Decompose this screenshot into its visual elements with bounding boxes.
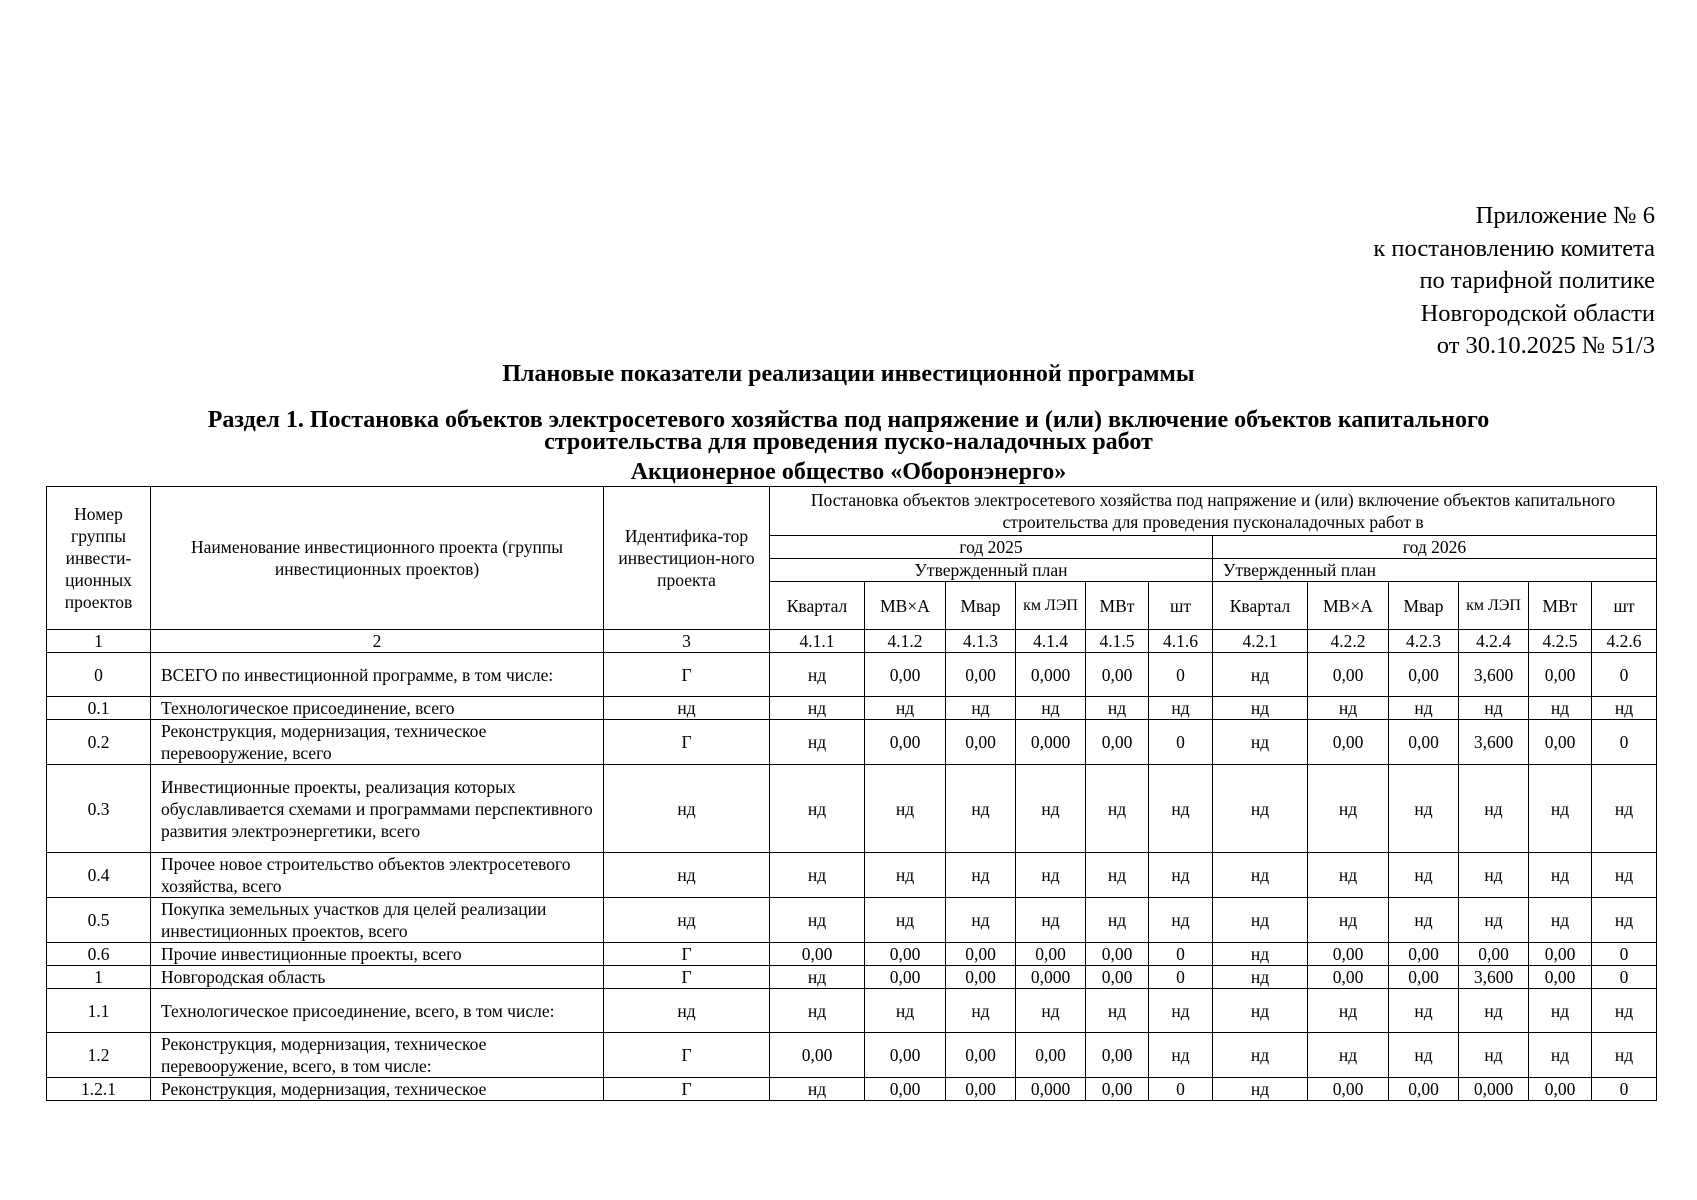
table-row xyxy=(47,898,1657,943)
row-value: нд xyxy=(1016,989,1086,1033)
row-value: 3,600 xyxy=(1459,653,1529,697)
table-header xyxy=(47,487,1657,653)
header-plan-2026: Утвержденный план xyxy=(1213,559,1657,582)
header-unit: Квартал xyxy=(1213,582,1308,630)
header-unit: шт xyxy=(1149,582,1213,630)
row-value: 0,00 xyxy=(865,966,946,989)
row-value: 0,00 xyxy=(865,720,946,765)
column-number: 4.1.4 xyxy=(1016,630,1086,653)
row-value: 0,00 xyxy=(865,943,946,966)
table-row xyxy=(47,720,1657,765)
row-value: нд xyxy=(1592,989,1657,1033)
row-number: 1.2.1 xyxy=(47,1078,151,1101)
row-identifier: нд xyxy=(604,765,770,853)
row-value: 0,000 xyxy=(1459,1078,1529,1101)
row-value: 0,00 xyxy=(946,966,1016,989)
row-value: нд xyxy=(1016,697,1086,720)
column-number: 4.2.3 xyxy=(1389,630,1459,653)
row-value: 0,00 xyxy=(1308,1078,1389,1101)
row-identifier: нд xyxy=(604,853,770,898)
row-value: нд xyxy=(865,898,946,943)
header-unit: Мвар xyxy=(1389,582,1459,630)
row-value: 0,00 xyxy=(770,1033,865,1078)
row-value: нд xyxy=(1213,720,1308,765)
column-number: 1 xyxy=(47,630,151,653)
row-value: нд xyxy=(946,765,1016,853)
row-value: 0,00 xyxy=(1459,943,1529,966)
row-value: 0,00 xyxy=(1529,966,1592,989)
row-identifier: Г xyxy=(604,966,770,989)
row-value: нд xyxy=(770,765,865,853)
header-plan-2025: Утвержденный план xyxy=(770,559,1213,582)
row-value: 0,00 xyxy=(1308,720,1389,765)
row-value: нд xyxy=(1213,853,1308,898)
row-number: 1.1 xyxy=(47,989,151,1033)
row-value: 0 xyxy=(1592,653,1657,697)
row-value: 0,00 xyxy=(865,653,946,697)
row-value: нд xyxy=(1086,853,1149,898)
row-project-name: Технологическое присоединение, всего, в том числе: xyxy=(151,989,604,1033)
row-identifier: нд xyxy=(604,697,770,720)
row-value: нд xyxy=(770,853,865,898)
row-value: нд xyxy=(1529,765,1592,853)
header-year-2025: год 2025 xyxy=(770,536,1213,559)
row-value: 0,000 xyxy=(1016,966,1086,989)
row-value: нд xyxy=(865,697,946,720)
row-value: нд xyxy=(1213,1033,1308,1078)
row-number: 0.4 xyxy=(47,853,151,898)
row-value: нд xyxy=(865,853,946,898)
row-identifier: нд xyxy=(604,898,770,943)
appendix-line: по тарифной политике xyxy=(1419,267,1655,294)
row-value: 0,00 xyxy=(1086,1033,1149,1078)
column-number: 3 xyxy=(604,630,770,653)
row-identifier: нд xyxy=(604,989,770,1033)
row-value: нд xyxy=(1308,697,1389,720)
row-value: 0,00 xyxy=(1529,943,1592,966)
header-group-number: Номер группы инвести-ционных проектов xyxy=(47,487,151,630)
row-value: 0 xyxy=(1149,1078,1213,1101)
row-value: нд xyxy=(1086,898,1149,943)
row-value: нд xyxy=(1308,898,1389,943)
row-value: нд xyxy=(1459,989,1529,1033)
row-value: нд xyxy=(770,720,865,765)
row-number: 1 xyxy=(47,966,151,989)
row-number: 0.1 xyxy=(47,697,151,720)
row-value: нд xyxy=(1213,943,1308,966)
appendix-line: Новгородской области xyxy=(1420,299,1655,327)
row-value: 0,00 xyxy=(1389,720,1459,765)
organization-name: Акционерное общество «Оборонэнерго» xyxy=(630,459,1067,485)
row-project-name: Реконструкция, модернизация, техническое xyxy=(151,1078,604,1101)
row-identifier: Г xyxy=(604,1078,770,1101)
row-value: 0,00 xyxy=(1308,943,1389,966)
row-value: нд xyxy=(1592,898,1657,943)
header-unit: Квартал xyxy=(770,582,865,630)
row-number: 0.3 xyxy=(47,765,151,853)
row-value: 0,00 xyxy=(946,1033,1016,1078)
row-value: нд xyxy=(1592,765,1657,853)
header-unit: МВ×А xyxy=(1308,582,1389,630)
row-value: 0,00 xyxy=(1389,1078,1459,1101)
row-value: нд xyxy=(1016,765,1086,853)
header-unit: МВт xyxy=(1529,582,1592,630)
table-row xyxy=(47,943,1657,966)
document-title: Плановые показатели реализации инвестиционной программы xyxy=(502,361,1195,387)
row-number: 0.2 xyxy=(47,720,151,765)
row-value: 0,00 xyxy=(865,1078,946,1101)
row-value: нд xyxy=(1308,1033,1389,1078)
row-value: нд xyxy=(1213,898,1308,943)
row-value: нд xyxy=(770,1078,865,1101)
row-value: нд xyxy=(946,853,1016,898)
appendix-line: Приложение № 6 xyxy=(1475,202,1655,229)
row-project-name: Технологическое присоединение, всего xyxy=(151,697,604,720)
header-unit: МВт xyxy=(1086,582,1149,630)
row-identifier: Г xyxy=(604,1033,770,1078)
table-row xyxy=(47,653,1657,697)
row-project-name: Новгородская область xyxy=(151,966,604,989)
row-value: нд xyxy=(770,697,865,720)
header-identifier: Идентифика-тор инвестицион-ного проекта xyxy=(604,487,770,630)
row-value: 0,00 xyxy=(1308,966,1389,989)
row-value: нд xyxy=(1459,898,1529,943)
row-value: 0,00 xyxy=(770,943,865,966)
row-value: нд xyxy=(770,653,865,697)
header-unit: Мвар xyxy=(946,582,1016,630)
row-value: нд xyxy=(1149,989,1213,1033)
row-value: нд xyxy=(1308,853,1389,898)
row-value: 0,00 xyxy=(946,653,1016,697)
row-value: нд xyxy=(1592,853,1657,898)
column-number: 2 xyxy=(151,630,604,653)
row-value: нд xyxy=(1529,1033,1592,1078)
row-value: 0 xyxy=(1592,720,1657,765)
column-number: 4.1.6 xyxy=(1149,630,1213,653)
row-value: 0,00 xyxy=(1389,966,1459,989)
column-number: 4.1.5 xyxy=(1086,630,1149,653)
row-value: нд xyxy=(1529,989,1592,1033)
table-row xyxy=(47,1033,1657,1078)
row-value: нд xyxy=(1149,1033,1213,1078)
row-value: 0,00 xyxy=(946,943,1016,966)
row-value: 0 xyxy=(1149,720,1213,765)
row-value: нд xyxy=(1529,853,1592,898)
header-year-2026: год 2026 xyxy=(1213,536,1657,559)
appendix-block xyxy=(1135,200,1655,363)
row-number: 0 xyxy=(47,653,151,697)
row-value: нд xyxy=(946,989,1016,1033)
column-number: 4.1.3 xyxy=(946,630,1016,653)
row-value: нд xyxy=(865,765,946,853)
row-value: нд xyxy=(1308,765,1389,853)
row-project-name: Прочее новое строительство объектов электросетевого хозяйства, всего xyxy=(151,853,604,898)
column-number: 4.2.6 xyxy=(1592,630,1657,653)
row-value: нд xyxy=(1529,697,1592,720)
table-row xyxy=(47,765,1657,853)
header-unit: км ЛЭП xyxy=(1459,582,1529,630)
row-value: нд xyxy=(1308,989,1389,1033)
row-value: нд xyxy=(1016,853,1086,898)
header-column-numbers-row xyxy=(47,630,1657,653)
row-value: 0 xyxy=(1592,966,1657,989)
row-value: нд xyxy=(1592,697,1657,720)
row-value: нд xyxy=(1459,765,1529,853)
row-value: нд xyxy=(1149,765,1213,853)
row-value: нд xyxy=(1086,697,1149,720)
row-value: нд xyxy=(1213,765,1308,853)
row-value: нд xyxy=(1086,989,1149,1033)
row-project-name: ВСЕГО по инвестиционной программе, в том числе: xyxy=(151,653,604,697)
row-value: нд xyxy=(946,697,1016,720)
row-value: 0,00 xyxy=(1086,1078,1149,1101)
row-value: нд xyxy=(1086,765,1149,853)
section-title-line: строительства для проведения пуско-наладочных работ xyxy=(544,429,1153,455)
header-unit: шт xyxy=(1592,582,1657,630)
row-value: 0,00 xyxy=(1086,653,1149,697)
table-row xyxy=(47,1078,1657,1101)
row-value: нд xyxy=(1389,898,1459,943)
header-unit: км ЛЭП xyxy=(1016,582,1086,630)
row-value: нд xyxy=(770,898,865,943)
row-number: 0.6 xyxy=(47,943,151,966)
appendix-line: к постановлению комитета xyxy=(1373,234,1655,262)
row-project-name: Реконструкция, модернизация, техническое перевооружение, всего, в том числе: xyxy=(151,1033,604,1078)
column-number: 4.2.5 xyxy=(1529,630,1592,653)
row-project-name: Покупка земельных участков для целей реализации инвестиционных проектов, всего xyxy=(151,898,604,943)
row-value: нд xyxy=(1459,697,1529,720)
row-value: 0 xyxy=(1592,943,1657,966)
row-value: 0 xyxy=(1149,653,1213,697)
table-row xyxy=(47,966,1657,989)
header-unit: МВ×А xyxy=(865,582,946,630)
row-value: нд xyxy=(1213,989,1308,1033)
row-value: 0 xyxy=(1592,1078,1657,1101)
investment-plan-table xyxy=(46,486,1657,1101)
header-main: Постановка объектов электросетевого хозяйства под напряжение и (или) включение объектов капитального строительства для проведения пусконаладочных работ в xyxy=(770,487,1657,536)
row-value: нд xyxy=(946,898,1016,943)
row-value: нд xyxy=(1389,765,1459,853)
column-number: 4.2.1 xyxy=(1213,630,1308,653)
row-value: 0,00 xyxy=(1086,720,1149,765)
row-identifier: Г xyxy=(604,653,770,697)
row-value: нд xyxy=(1459,1033,1529,1078)
header-project-name: Наименование инвестиционного проекта (группы инвестиционных проектов) xyxy=(151,487,604,630)
row-value: 0,00 xyxy=(1529,653,1592,697)
column-number: 4.2.2 xyxy=(1308,630,1389,653)
row-value: нд xyxy=(1389,853,1459,898)
row-value: 0,00 xyxy=(1529,1078,1592,1101)
row-number: 0.5 xyxy=(47,898,151,943)
row-value: нд xyxy=(1389,1033,1459,1078)
row-project-name: Инвестиционные проекты, реализация которых обуславливается схемами и программами перспективного развития электроэнергетики, всего xyxy=(151,765,604,853)
table-body xyxy=(47,653,1657,1101)
column-number: 4.2.4 xyxy=(1459,630,1529,653)
row-value: нд xyxy=(1213,1078,1308,1101)
row-value: 0,00 xyxy=(1086,966,1149,989)
row-value: нд xyxy=(1389,697,1459,720)
row-value: 0,00 xyxy=(1389,943,1459,966)
row-value: нд xyxy=(1016,898,1086,943)
row-value: 0,00 xyxy=(1086,943,1149,966)
column-number: 4.1.2 xyxy=(865,630,946,653)
row-value: нд xyxy=(1213,966,1308,989)
column-number: 4.1.1 xyxy=(770,630,865,653)
row-value: 0,00 xyxy=(1016,1033,1086,1078)
table-row xyxy=(47,853,1657,898)
row-value: 0,00 xyxy=(946,720,1016,765)
row-value: 3,600 xyxy=(1459,720,1529,765)
table-row xyxy=(47,989,1657,1033)
row-value: 0,00 xyxy=(1389,653,1459,697)
row-identifier: Г xyxy=(604,720,770,765)
row-value: нд xyxy=(1149,853,1213,898)
section-title-line: Раздел 1. Постановка объектов электросетевого хозяйства под напряжение и (или) включение объектов капитального xyxy=(207,407,1490,433)
row-value: нд xyxy=(770,989,865,1033)
row-value: 3,600 xyxy=(1459,966,1529,989)
row-value: 0,000 xyxy=(1016,1078,1086,1101)
row-value: нд xyxy=(865,989,946,1033)
row-value: нд xyxy=(1592,1033,1657,1078)
row-value: нд xyxy=(1213,653,1308,697)
row-value: нд xyxy=(1149,697,1213,720)
row-value: нд xyxy=(770,966,865,989)
row-value: 0,00 xyxy=(1308,653,1389,697)
row-value: 0,00 xyxy=(946,1078,1016,1101)
row-value: нд xyxy=(1459,853,1529,898)
row-value: 0 xyxy=(1149,943,1213,966)
appendix-line: от 30.10.2025 № 51/3 xyxy=(1436,332,1655,359)
row-value: 0,000 xyxy=(1016,653,1086,697)
row-project-name: Реконструкция, модернизация, техническое перевооружение, всего xyxy=(151,720,604,765)
row-value: нд xyxy=(1149,898,1213,943)
row-number: 1.2 xyxy=(47,1033,151,1078)
section-title xyxy=(40,409,1657,453)
row-value: 0,000 xyxy=(1016,720,1086,765)
row-value: 0 xyxy=(1149,966,1213,989)
row-value: 0,00 xyxy=(1529,720,1592,765)
row-value: нд xyxy=(1529,898,1592,943)
row-value: 0,00 xyxy=(865,1033,946,1078)
row-identifier: Г xyxy=(604,943,770,966)
table-row xyxy=(47,697,1657,720)
row-value: 0,00 xyxy=(1016,943,1086,966)
row-value: нд xyxy=(1213,697,1308,720)
row-value: нд xyxy=(1389,989,1459,1033)
row-project-name: Прочие инвестиционные проекты, всего xyxy=(151,943,604,966)
